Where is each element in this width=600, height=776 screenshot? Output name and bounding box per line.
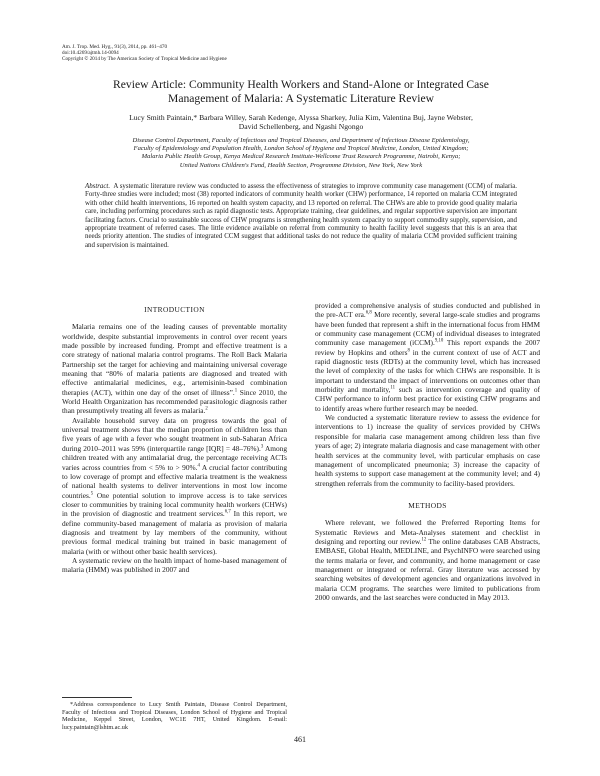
title-line-2: Management of Malaria: A Systematic Literature Review <box>168 92 434 106</box>
methods-heading: METHODS <box>408 500 447 510</box>
paragraph: Available household survey data on progress towards the goal of universal treatment shows that the median proportion of children less than five years of age with a fever who sought treatment in sub-Saharan Africa during 2010–2011 was 59% (interquartile range [IQR] = 48–76%).$^3$ Among children treated with any antimalarial drug, the percentage receiving ACTs varies across countries from < 5% to > 90%.$^4$ A crucial factor contributing to low coverage of prompt and effective malaria treatment is the weakness of national health systems to deliver interventions in most low income countries.$^5$ One potential solution to improve access is to take services closer to communities by training local community health workers (CHWs) in the provision of diagnostic and treatment services.$^{6,7}$ In this report, we define community-based management of malaria as provision of malaria diagnosis and treatment by lay members of the community, without previous formal medical training but trained in basic management of malaria (with or without other basic health services). <box>62 415 287 556</box>
right-column <box>315 301 540 602</box>
left-column <box>62 305 287 575</box>
doi: doi:10.4269/ajtmh.14-0094 <box>62 50 119 57</box>
abstract <box>85 183 517 250</box>
article-title <box>62 78 540 107</box>
abstract-text: A systematic literature review was conducted to assess the effectiveness of strategies to improve community case management (CCM) of malaria. Forty-three studies were included; most (38) reported indicators of community health worker (CHW) performance, 14 reported on malaria CCM integrated with other child health interventions, 16 reported on health system capacity, and 13 reported on referral. The CHWs are able to provide good quality malaria care, including performing procedures such as rapid diagnostic tests. Appropriate training, clear guidelines, and regular supportive supervision are important facilitating factors. Crucial to sustainable success of CHW programs is strengthening health system capacity to support commodity supply, supervision, and appropriate treatment of referred cases. The little evidence available on referral from community to health facility level suggests that this is an area that needs priority attention. The studies of integrated CCM suggest that additional tasks do not reduce the quality of malaria CCM provided sufficient training and supervision is maintained. <box>85 183 517 249</box>
affiliation-line: Disease Control Department, Faculty of Infectious and Tropical Diseases, and Department of Infectious Disease Epidemiology, <box>132 137 470 144</box>
author-list <box>62 113 540 132</box>
affiliation-line: United Nations Children's Fund, Health Section, Programme Division, New York, New York <box>179 161 423 169</box>
paragraph: A systematic review on the health impact of home-based management of malaria (HMM) was published in 2007 and <box>62 555 287 575</box>
footnote-text: *Address correspondence to Lucy Smith Paintain, Disease Control Department, Faculty of Infectious and Tropical Diseases, London School of Hygiene and Tropical Medicine, Keppel Street, London, WC1E 7HT, United Kingdom. E-mail: lucy.paintain@lshtm.ac.uk <box>62 701 287 731</box>
journal-citation: Am. J. Trop. Med. Hyg., 91(3), 2014, pp. 461–470 <box>62 44 168 50</box>
journal-header <box>62 44 227 63</box>
page-number: 461 <box>294 735 306 744</box>
title-line-1: Review Article: Community Health Workers and Stand-Alone or Integrated Case <box>113 78 489 91</box>
authors-line-1: Lucy Smith Paintain,* Barbara Willey, Sarah Kedenge, Alyssa Sharkey, Julia Kim, Valentina Buj, Jayne Webster, <box>129 113 473 122</box>
affiliations <box>62 137 540 170</box>
authors-line-2: David Schellenberg, and Ngashi Ngongo <box>238 122 364 132</box>
affiliation-line: Faculty of Epidemiology and Population Health, London School of Hygiene and Tropical Medicine, London, United Kingdom; <box>133 145 469 153</box>
paragraph: Malaria remains one of the leading causes of preventable mortality worldwide, despite substantial improvements in control over recent years made possible by increased funding. Prompt and effective treatment is a core strategy of national malaria control programs. The Roll Back Malaria Partnership set the target for achieving and maintaining universal coverage meaning that “80% of malaria patients are diagnosed and treated with effective antimalarial medicines, e.g., artemisinin-based combination therapies (ACT), within one day of the onset of illness”.$^1$ Since 2010, the World Health Organization has recommended parasitologic diagnosis rather than presumptively treating all fevers as malaria.$^2$ <box>62 322 287 416</box>
footnote-divider <box>62 697 132 698</box>
abstract-label: Abstract. <box>85 183 111 190</box>
introduction-heading: INTRODUCTION <box>144 305 205 314</box>
correspondence-footnote <box>62 701 287 731</box>
copyright: Copyright © 2014 by The American Society of Tropical Medicine and Hygiene <box>62 56 227 63</box>
paragraph: provided a comprehensive analysis of studies conducted and published in the pre-ACT era.$^{6,8}$ More recently, several large-scale studies and programs have been funded that represent a shift in the international focus from HMM or community case management (CCM) of individual diseases to integrated community case management (iCCM).$^{9,10}$ This report expands the 2007 review by Hopkins and others$^8$ in the current context of use of ACT and rapid diagnostic tests (RDTs) at the community level, which has increased the level of complexity of the tasks for which CHWs are responsible. It is important to understand the impact of interventions on outcomes other than morbidity and mortality,$^{11}$ such as intervention coverage and quality of CHW performance to inform best practice for existing CHW programs and to identify areas where further research may be needed. <box>315 301 540 413</box>
paragraph: Where relevant, we followed the Preferred Reporting Items for Systematic Reviews and Meta-Analyses statement and checklist in designing and reporting our review.$^{12}$ The online databases CAB Abstracts, EMBASE, Global Health, MEDLINE, and PsychINFO were searched using the terms malaria or fever, and community, and home management or case management or integrated or referral. Gray literature was accessed by searching websites of development agencies and organizations involved in malaria CCM programs. The searches were limited to publications from 2000 onwards, and the last searches were conducted in May 2013. <box>315 518 540 602</box>
paragraph: We conducted a systematic literature review to assess the evidence for interventions to 1) increase the quality of services provided by CHWs responsible for malaria case management among children less than five years of age; 2) integrate malaria diagnosis and case management with other health services at the community level, with particular emphasis on case management of uncomplicated pneumonia; 3) increase the capacity of health systems to support case management at the community level; and 4) strengthen referrals from the community to facility-based providers. <box>315 413 540 488</box>
affiliation-line: Malaria Public Health Group, Kenya Medical Research Institute-Wellcome Trust Research Programme, Nairobi, Kenya; <box>141 153 461 161</box>
